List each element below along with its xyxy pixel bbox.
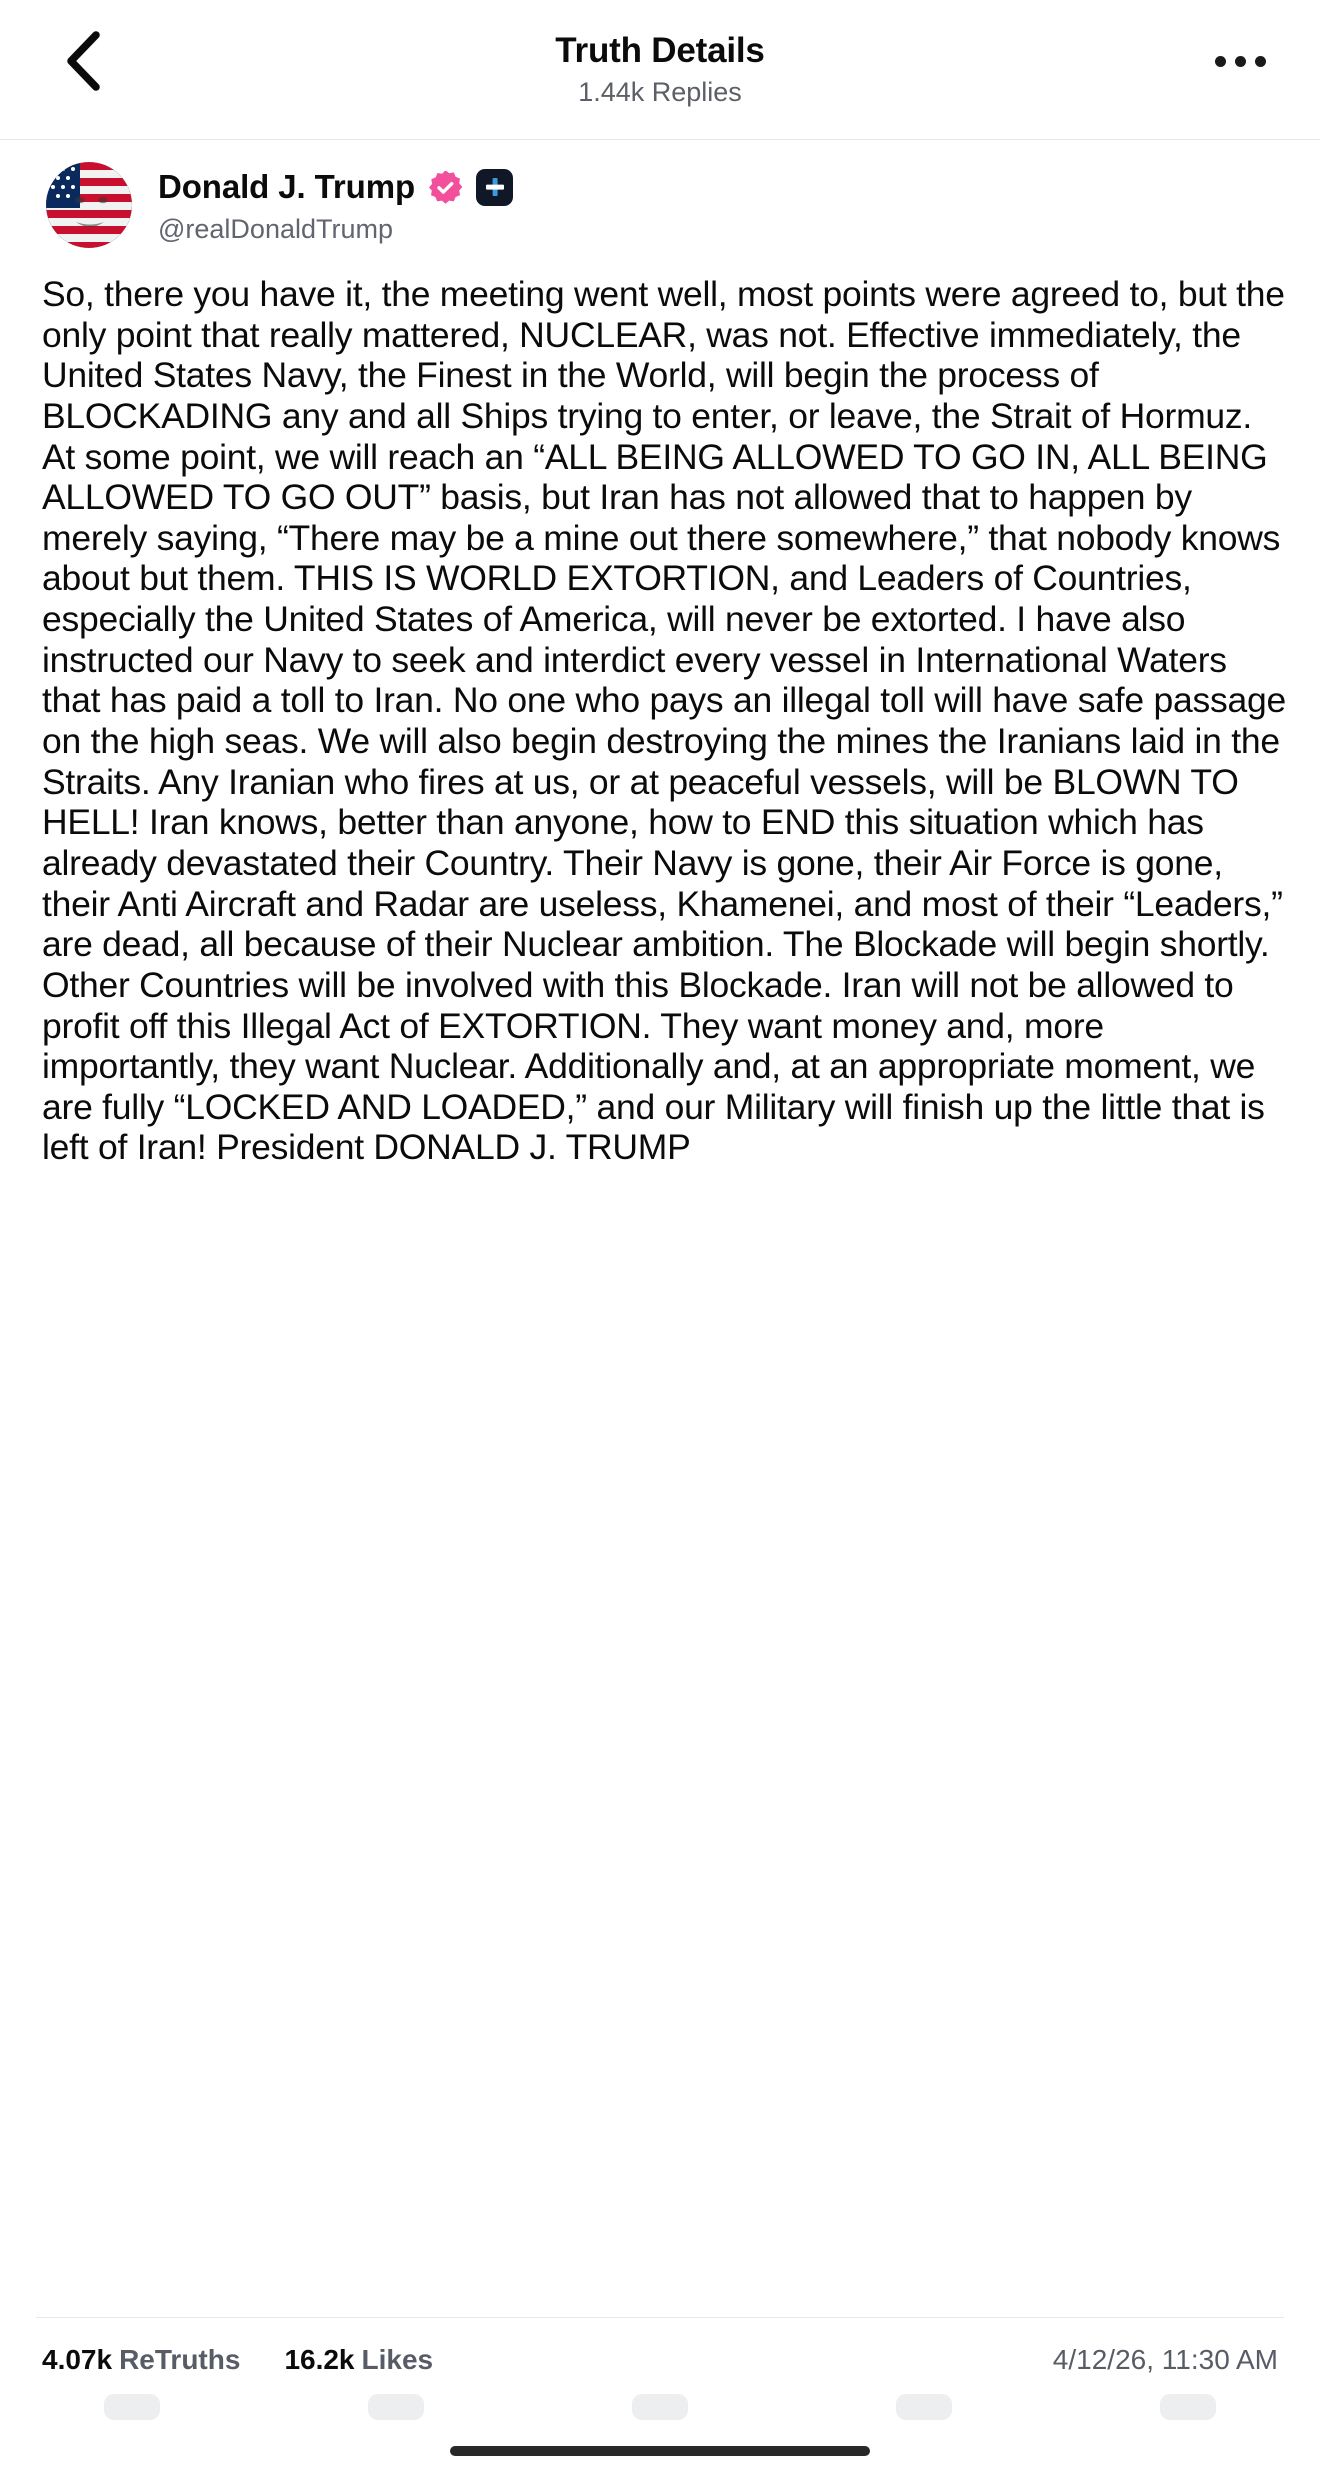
bottom-navigation-bar [0,2394,1320,2472]
avatar[interactable] [46,162,132,248]
verified-badge-icon [429,171,462,204]
home-indicator [450,2446,870,2456]
author-meta [158,162,513,245]
back-button[interactable] [48,26,118,96]
retruths-count: 4.07k [42,2344,113,2375]
more-options-button[interactable] [1202,30,1278,92]
chevron-left-icon [64,30,102,92]
app-header [0,0,1320,140]
tab-search-placeholder[interactable] [368,2394,424,2420]
retruths-label: ReTruths [119,2344,241,2375]
tab-bar-placeholder [0,2394,1320,2432]
header-titles [555,30,764,109]
reply-count: 1.44k Replies [578,77,742,108]
ellipsis-horizontal-icon [1215,56,1266,67]
tab-profile-placeholder[interactable] [1160,2394,1216,2420]
truth-social-badge-icon [476,169,513,206]
author-name-line [158,168,513,206]
author-handle[interactable]: @realDonaldTrump [158,214,393,244]
tab-compose-placeholder[interactable] [632,2394,688,2420]
post-timestamp: 4/12/26, 11:30 AM [1052,2344,1278,2375]
post-author-row[interactable] [0,140,1320,248]
page-title: Truth Details [555,30,765,70]
likes-label: Likes [361,2344,434,2375]
tab-home-placeholder[interactable] [104,2394,160,2420]
post-stats [36,2317,1284,2394]
tab-notifications-placeholder[interactable] [896,2394,952,2420]
retruths-stat[interactable] [42,2344,240,2376]
likes-count: 16.2k [284,2344,355,2375]
author-name[interactable]: Donald J. Trump [158,168,416,205]
likes-stat[interactable] [284,2344,433,2376]
post-text: So, there you have it, the meeting went well, most points were agreed to, but the only point that really mattered, NUCLEAR, was not. Effective immediately, the United States Navy, the Finest in the World, will begin the process of BLOCKADING any and all Ships trying to enter, or leave, the Strait of Hormuz. At some point, we will reach an “ALL BEING ALLOWED TO GO IN, ALL BEING ALLOWED TO GO OUT” basis, but Iran has not allowed that to happen by merely saying, “There may be a mine out there somewhere,” that nobody knows about but them. THIS IS WORLD EXTORTION, and Leaders of Countries, especially the United States of America, will never be extorted. I have also instructed our Navy to seek and interdict every vessel in International Waters that has paid a toll to Iran. No one who pays an illegal toll will have safe passage on the high seas. We will also begin destroying the mines the Iranians laid in the Straits. Any Iranian who fires at us, or at peaceful vessels, will be BLOWN TO HELL! Iran knows, better than anyone, how to END this situation which has already devastated their Country. Their Navy is gone, their Air Force is gone, their Anti Aircraft and Radar are useless, Khamenei, and most of their “Leaders,” are dead, all because of their Nuclear ambition. The Blockade will begin shortly. Other Countries will be involved with this Blockade. Iran will not be allowed to profit off this Illegal Act of EXTORTION. They want money and, more importantly, they want Nuclear. Additionally and, at an appropriate moment, we are fully “LOCKED AND LOADED,” and our Military will finish up the little that is left of Iran! President DONALD J. TRUMP [42,274,1296,1168]
usa-flag-face-avatar-icon [46,162,132,248]
